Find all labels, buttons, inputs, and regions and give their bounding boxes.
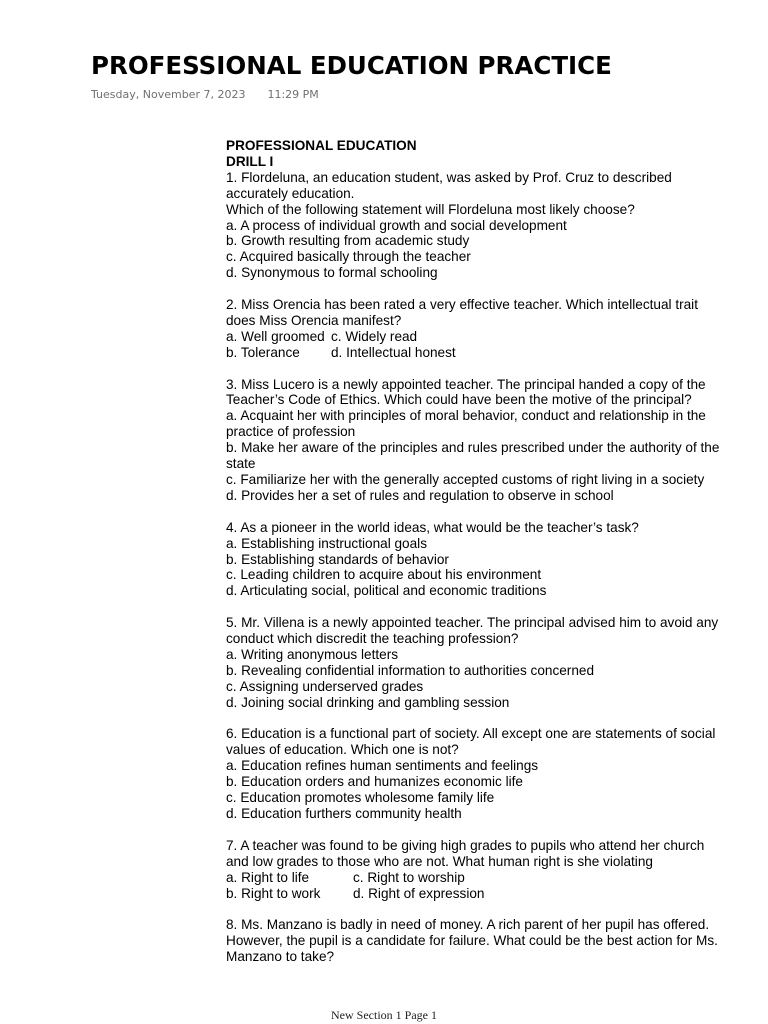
answer-option: d. Provides her a set of rules and regulation to observe in school [226, 487, 614, 503]
question-list [226, 170, 746, 965]
answer-option: a. Right to life [226, 869, 310, 885]
answer-option: d. Intellectual honest [331, 344, 456, 360]
answer-option: c. Right to worship [353, 869, 465, 885]
answer-option: b. Make her aware of the principles and rules prescribed under the authority of the [226, 440, 720, 456]
question-text: 6. Education is a functional part of society. All except one are statements of social [226, 726, 716, 742]
question-text: 3. Miss Lucero is a newly appointed teacher. The principal handed a copy of the [226, 376, 706, 392]
question-item [226, 615, 746, 710]
question-text: Manzano to take? [226, 949, 335, 965]
answer-option: d. Articulating social, political and economic traditions [226, 583, 547, 599]
question-text: conduct which discredit the teaching profession? [226, 631, 519, 647]
answer-option: c. Leading children to acquire about his environment [226, 567, 542, 583]
answer-option: a. A process of individual growth and social development [226, 217, 567, 233]
time-label: 11:29 PM [267, 88, 319, 101]
answer-option: a. Writing anonymous letters [226, 646, 399, 662]
answer-option: d. Right of expression [353, 885, 485, 901]
page-title: PROFESSIONAL EDUCATION PRACTICE [91, 51, 612, 80]
answer-option: c. Widely read [331, 328, 418, 344]
answer-option: a. Establishing instructional goals [226, 535, 427, 551]
question-text: Teacher’s Code of Ethics. Which could have been the motive of the principal? [226, 392, 692, 408]
answer-option: b. Revealing confidential information to authorities concerned [226, 662, 595, 678]
question-text: 2. Miss Orencia has been rated a very effective teacher. Which intellectual trait [226, 297, 698, 313]
answer-option: b. Education orders and humanizes economic life [226, 774, 523, 790]
answer-option: d. Joining social drinking and gambling session [226, 694, 510, 710]
question-text: 7. A teacher was found to be giving high grades to pupils who attend her church [226, 837, 705, 853]
answer-option: b. Right to work [226, 885, 321, 901]
answer-option-row [226, 345, 746, 361]
question-text: does Miss Orencia manifest? [226, 312, 402, 328]
answer-option: practice of profession [226, 424, 356, 440]
answer-option: state [226, 456, 256, 472]
answer-option: a. Education refines human sentiments and feelings [226, 758, 539, 774]
drill-heading: DRILL I [226, 153, 274, 169]
question-text: values of education. Which one is not? [226, 742, 459, 758]
question-item [226, 520, 746, 600]
question-text: 5. Mr. Villena is a newly appointed teacher. The principal advised him to avoid any [226, 615, 719, 631]
question-item [226, 170, 746, 281]
answer-option: b. Tolerance [226, 344, 300, 360]
question-text: 4. As a pioneer in the world ideas, what would be the teacher’s task? [226, 519, 639, 535]
answer-option: d. Education furthers community health [226, 805, 462, 821]
answer-option: c. Assigning underserved grades [226, 678, 424, 694]
answer-option: b. Establishing standards of behavior [226, 551, 449, 567]
page-footer: New Section 1 Page 1 [331, 1008, 437, 1022]
answer-option: c. Acquired basically through the teacher [226, 249, 471, 265]
question-item [226, 917, 746, 965]
question-item [226, 297, 746, 361]
answer-option: c. Education promotes wholesome family life [226, 790, 495, 806]
question-text: Which of the following statement will Flordeluna most likely choose? [226, 201, 635, 217]
answer-option: a. Well groomed [226, 328, 325, 344]
timestamp [91, 88, 319, 101]
answer-option: d. Synonymous to formal schooling [226, 265, 438, 281]
answer-option-row [226, 329, 746, 345]
question-text: However, the pupil is a candidate for failure. What could be the best action for Ms. [226, 933, 718, 949]
question-item [226, 377, 746, 504]
section-heading: PROFESSIONAL EDUCATION [226, 138, 417, 153]
note-content [226, 138, 746, 966]
answer-option: b. Growth resulting from academic study [226, 233, 470, 249]
question-text: 1. Flordeluna, an education student, was asked by Prof. Cruz to described [226, 169, 672, 185]
answer-option-row [226, 870, 746, 886]
date-label: Tuesday, November 7, 2023 [91, 88, 246, 101]
question-text: 8. Ms. Manzano is badly in need of money. A rich parent of her pupil has offered. [226, 917, 710, 933]
question-item [226, 838, 746, 902]
answer-option: c. Familiarize her with the generally accepted customs of right living in a society [226, 472, 705, 487]
question-item [226, 726, 746, 821]
question-text: accurately education. [226, 185, 355, 201]
answer-option: a. Acquaint her with principles of moral behavior, conduct and relationship in the [226, 408, 706, 424]
answer-option-row [226, 886, 746, 902]
question-text: and low grades to those who are not. What human right is she violating [226, 853, 653, 869]
